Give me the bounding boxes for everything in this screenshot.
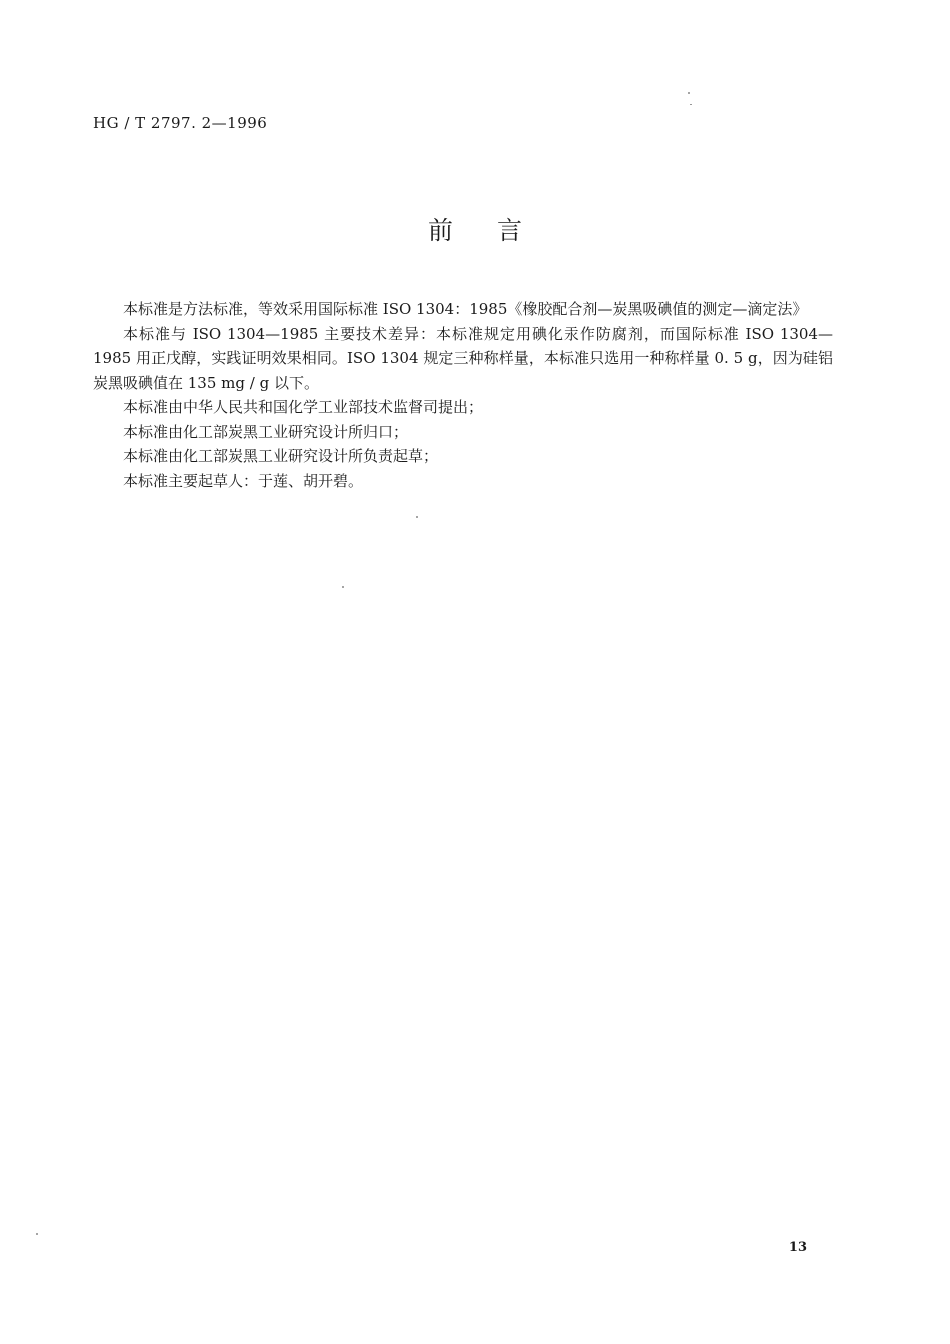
page-number: 13 [788, 1240, 807, 1255]
scan-speck [690, 104, 692, 105]
scan-speck [342, 586, 344, 588]
page-title: 前言 [427, 216, 566, 245]
body-text [93, 297, 833, 493]
paragraph-differences: 本标准与 ISO 1304—1985 主要技术差异：本标准规定用碘化汞作防腐剂，而国际标准 ISO 1304—1985 用正戊醇，实践证明效果相同。ISO 1304 规定三种称样量，本标准只选用一种称样量 0. 5 g，因为硅铝炭黑吸碘值在 135 mg / g 以下。 [93, 324, 833, 392]
paragraph-drafted-by: 本标准由化工部炭黑工业研究设计所负责起草； [123, 447, 439, 465]
scan-speck [36, 1233, 38, 1235]
paragraph-centralized-by: 本标准由化工部炭黑工业研究设计所归口； [123, 422, 409, 441]
paragraph-scope: 本标准是方法标准，等效采用国际标准 ISO 1304：1985《橡胶配合剂—炭黑吸碘值的测定—滴定法》 [123, 300, 808, 318]
standard-code: HG / T 2797. 2—1996 [93, 114, 268, 132]
paragraph-main-drafters: 本标准主要起草人：于莲、胡开碧。 [123, 471, 364, 490]
paragraph-proposed-by: 本标准由中华人民共和国化学工业部技术监督司提出； [123, 398, 484, 416]
scan-speck [416, 516, 418, 518]
scan-speck [688, 92, 690, 94]
